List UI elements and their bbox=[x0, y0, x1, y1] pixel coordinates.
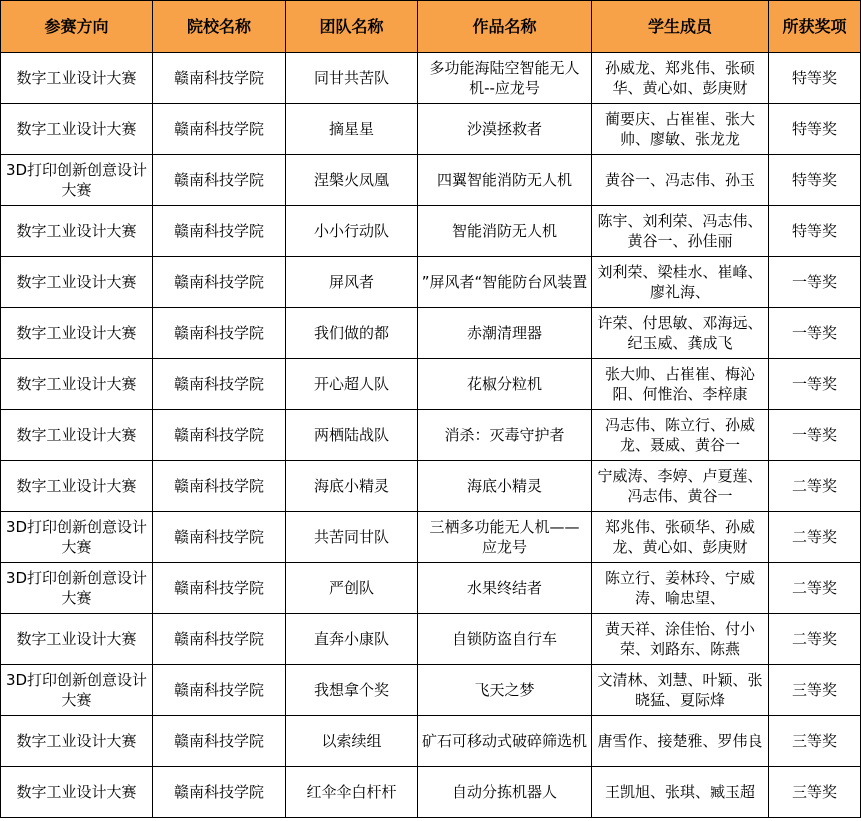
cell-work: 海底小精灵 bbox=[418, 461, 592, 512]
cell-team: 同甘共苦队 bbox=[286, 53, 418, 104]
cell-work: ”屏风者“智能防台风装置 bbox=[418, 257, 592, 308]
cell-work: 智能消防无人机 bbox=[418, 206, 592, 257]
cell-members: 刘利荣、梁桂水、崔峰、廖礼海、 bbox=[592, 257, 769, 308]
cell-direction: 数字工业设计大赛 bbox=[1, 767, 153, 818]
cell-direction: 数字工业设计大赛 bbox=[1, 461, 153, 512]
cell-work: 矿石可移动式破碎筛选机 bbox=[418, 716, 592, 767]
table-row bbox=[1, 53, 861, 104]
cell-direction: 数字工业设计大赛 bbox=[1, 614, 153, 665]
cell-work: 多功能海陆空智能无人机--应龙号 bbox=[418, 53, 592, 104]
header-direction: 参赛方向 bbox=[1, 1, 153, 53]
cell-team: 我们做的都 bbox=[286, 308, 418, 359]
cell-school: 赣南科技学院 bbox=[153, 308, 286, 359]
cell-award: 一等奖 bbox=[769, 308, 861, 359]
table-row bbox=[1, 512, 861, 563]
cell-school: 赣南科技学院 bbox=[153, 206, 286, 257]
cell-award: 三等奖 bbox=[769, 716, 861, 767]
cell-school: 赣南科技学院 bbox=[153, 410, 286, 461]
cell-members: 文清林、刘慧、叶颖、张晓猛、夏际烽 bbox=[592, 665, 769, 716]
cell-work: 沙漠拯救者 bbox=[418, 104, 592, 155]
cell-school: 赣南科技学院 bbox=[153, 614, 286, 665]
header-members: 学生成员 bbox=[592, 1, 769, 53]
cell-members: 王凯旭、张琪、臧玉超 bbox=[592, 767, 769, 818]
table-row bbox=[1, 206, 861, 257]
cell-award: 三等奖 bbox=[769, 767, 861, 818]
table-row bbox=[1, 461, 861, 512]
cell-direction: 数字工业设计大赛 bbox=[1, 53, 153, 104]
cell-work: 四翼智能消防无人机 bbox=[418, 155, 592, 206]
cell-work: 三栖多功能无人机—— 应龙号 bbox=[418, 512, 592, 563]
cell-direction: 数字工业设计大赛 bbox=[1, 308, 153, 359]
table-row bbox=[1, 410, 861, 461]
cell-award: 一等奖 bbox=[769, 257, 861, 308]
cell-team: 开心超人队 bbox=[286, 359, 418, 410]
cell-work: 花椒分粒机 bbox=[418, 359, 592, 410]
cell-members: 陈立行、姜林玲、宁威涛、喻忠望、 bbox=[592, 563, 769, 614]
cell-team: 小小行动队 bbox=[286, 206, 418, 257]
cell-direction: 数字工业设计大赛 bbox=[1, 410, 153, 461]
cell-team: 红伞伞白杆杆 bbox=[286, 767, 418, 818]
cell-award: 二等奖 bbox=[769, 461, 861, 512]
cell-school: 赣南科技学院 bbox=[153, 767, 286, 818]
header-work: 作品名称 bbox=[418, 1, 592, 53]
cell-award: 三等奖 bbox=[769, 665, 861, 716]
cell-members: 许荣、付思敏、邓海远、纪玉威、龚成飞 bbox=[592, 308, 769, 359]
cell-team: 涅槃火凤凰 bbox=[286, 155, 418, 206]
cell-direction: 3D打印创新创意设计大赛 bbox=[1, 665, 153, 716]
cell-members: 蔺要庆、占崔崔、张大帅、廖敏、张龙龙 bbox=[592, 104, 769, 155]
table-row bbox=[1, 614, 861, 665]
table-row bbox=[1, 563, 861, 614]
cell-school: 赣南科技学院 bbox=[153, 257, 286, 308]
cell-work: 飞天之梦 bbox=[418, 665, 592, 716]
cell-direction: 数字工业设计大赛 bbox=[1, 257, 153, 308]
cell-team: 直奔小康队 bbox=[286, 614, 418, 665]
cell-school: 赣南科技学院 bbox=[153, 359, 286, 410]
cell-team: 共苦同甘队 bbox=[286, 512, 418, 563]
cell-direction: 数字工业设计大赛 bbox=[1, 359, 153, 410]
cell-direction: 数字工业设计大赛 bbox=[1, 716, 153, 767]
cell-members: 宁威涛、李婷、卢夏莲、冯志伟、黄谷一 bbox=[592, 461, 769, 512]
cell-work: 自动分拣机器人 bbox=[418, 767, 592, 818]
cell-direction: 3D打印创新创意设计大赛 bbox=[1, 512, 153, 563]
cell-team: 海底小精灵 bbox=[286, 461, 418, 512]
cell-work: 自锁防盗自行车 bbox=[418, 614, 592, 665]
table-row bbox=[1, 767, 861, 818]
header-row bbox=[1, 1, 861, 53]
table-row bbox=[1, 665, 861, 716]
cell-work: 水果终结者 bbox=[418, 563, 592, 614]
cell-direction: 3D打印创新创意设计大赛 bbox=[1, 155, 153, 206]
cell-team: 以索续组 bbox=[286, 716, 418, 767]
table-row bbox=[1, 155, 861, 206]
cell-work: 赤潮清理器 bbox=[418, 308, 592, 359]
cell-award: 特等奖 bbox=[769, 155, 861, 206]
cell-award: 二等奖 bbox=[769, 614, 861, 665]
cell-team: 我想拿个奖 bbox=[286, 665, 418, 716]
cell-team: 摘星星 bbox=[286, 104, 418, 155]
cell-members: 黄谷一、冯志伟、孙玉 bbox=[592, 155, 769, 206]
cell-school: 赣南科技学院 bbox=[153, 155, 286, 206]
table-row bbox=[1, 257, 861, 308]
cell-award: 一等奖 bbox=[769, 410, 861, 461]
header-school: 院校名称 bbox=[153, 1, 286, 53]
cell-members: 陈宇、刘利荣、冯志伟、黄谷一、孙佳丽 bbox=[592, 206, 769, 257]
table-row bbox=[1, 716, 861, 767]
table-header bbox=[1, 1, 861, 53]
cell-members: 张大帅、占崔崔、梅沁阳、何惟治、李梓康 bbox=[592, 359, 769, 410]
cell-direction: 数字工业设计大赛 bbox=[1, 206, 153, 257]
cell-school: 赣南科技学院 bbox=[153, 665, 286, 716]
cell-members: 黄天祥、涂佳怡、付小荣、刘路东、陈燕 bbox=[592, 614, 769, 665]
cell-direction: 3D打印创新创意设计大赛 bbox=[1, 563, 153, 614]
cell-award: 特等奖 bbox=[769, 104, 861, 155]
cell-award: 特等奖 bbox=[769, 206, 861, 257]
cell-team: 两栖陆战队 bbox=[286, 410, 418, 461]
table-row bbox=[1, 308, 861, 359]
cell-members: 孙威龙、郑兆伟、张硕华、黄心如、彭庚财 bbox=[592, 53, 769, 104]
cell-school: 赣南科技学院 bbox=[153, 563, 286, 614]
cell-members: 冯志伟、陈立行、孙威龙、聂威、黄谷一 bbox=[592, 410, 769, 461]
cell-award: 一等奖 bbox=[769, 359, 861, 410]
cell-school: 赣南科技学院 bbox=[153, 104, 286, 155]
cell-school: 赣南科技学院 bbox=[153, 716, 286, 767]
cell-award: 二等奖 bbox=[769, 563, 861, 614]
cell-work: 消杀：灭毒守护者 bbox=[418, 410, 592, 461]
cell-award: 特等奖 bbox=[769, 53, 861, 104]
header-award: 所获奖项 bbox=[769, 1, 861, 53]
cell-members: 唐雪作、接楚雅、罗伟良 bbox=[592, 716, 769, 767]
cell-award: 二等奖 bbox=[769, 512, 861, 563]
cell-direction: 数字工业设计大赛 bbox=[1, 104, 153, 155]
cell-team: 屏风者 bbox=[286, 257, 418, 308]
table-row bbox=[1, 104, 861, 155]
cell-school: 赣南科技学院 bbox=[153, 461, 286, 512]
cell-members: 郑兆伟、张硕华、孙威龙、黄心如、彭庚财 bbox=[592, 512, 769, 563]
cell-team: 严创队 bbox=[286, 563, 418, 614]
cell-school: 赣南科技学院 bbox=[153, 53, 286, 104]
table-row bbox=[1, 359, 861, 410]
cell-school: 赣南科技学院 bbox=[153, 512, 286, 563]
table-body bbox=[1, 53, 861, 818]
header-team: 团队名称 bbox=[286, 1, 418, 53]
